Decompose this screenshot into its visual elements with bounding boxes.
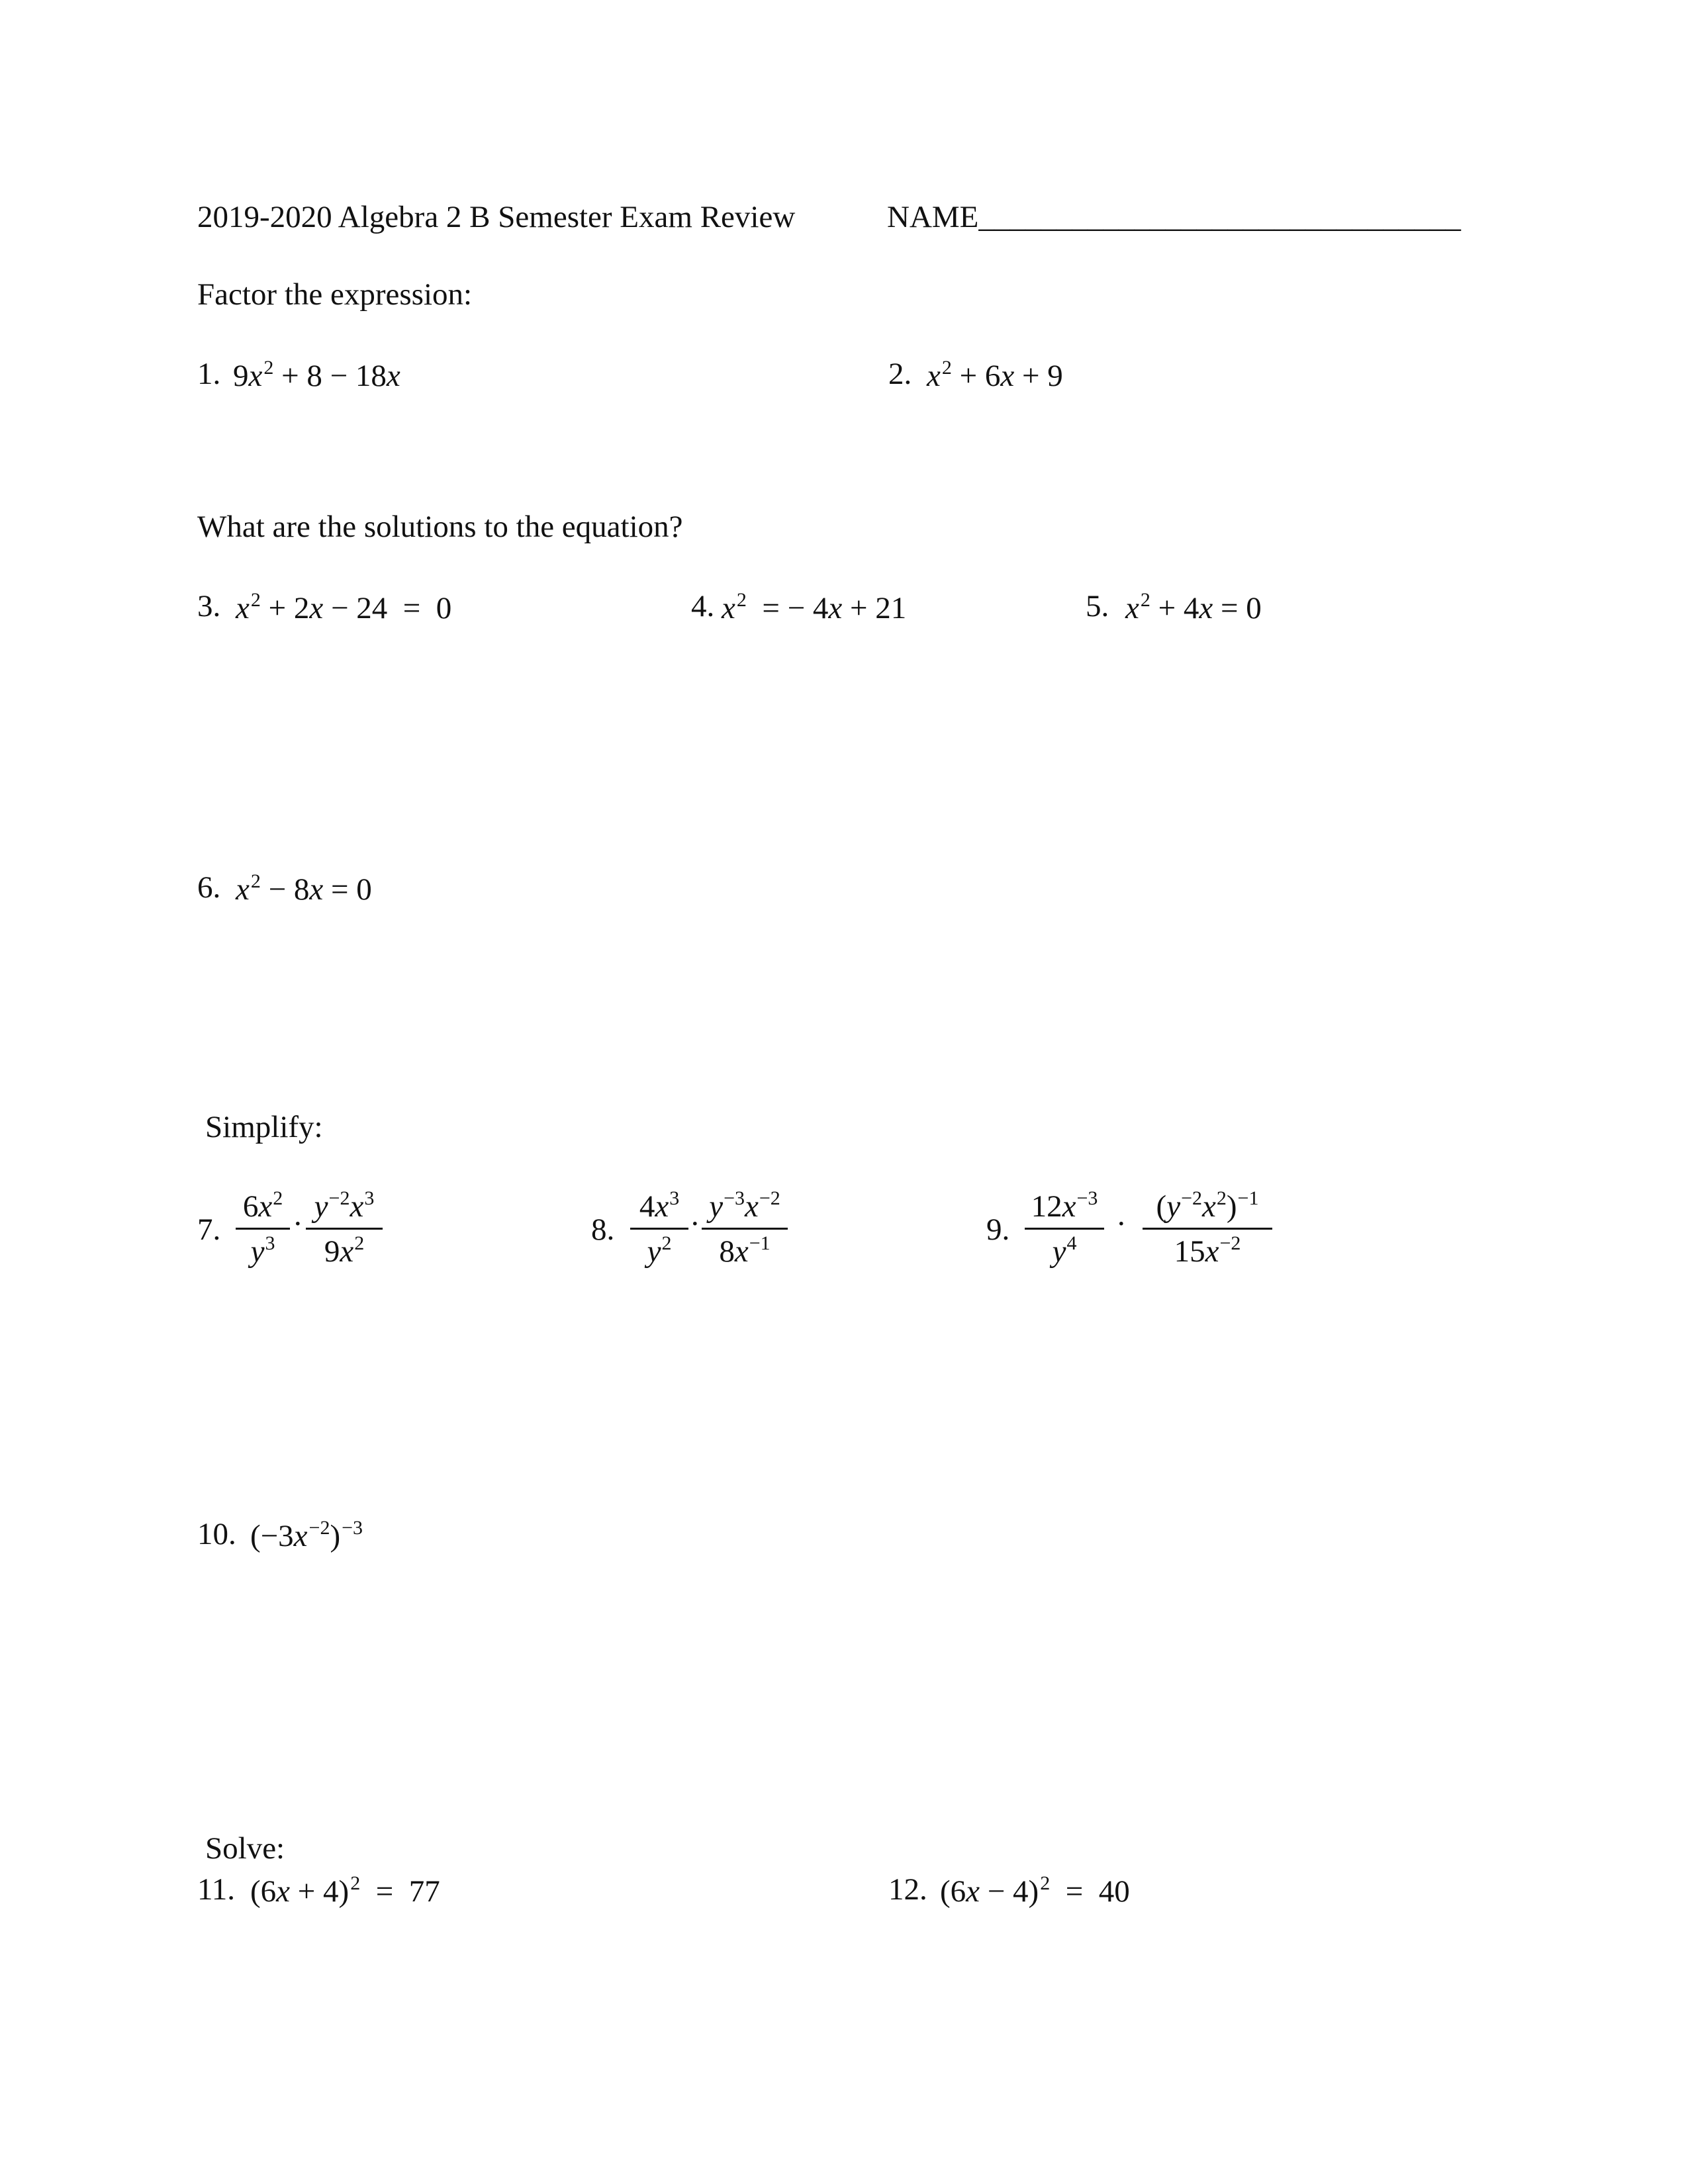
section-solve-heading: Solve: [205, 1831, 285, 1866]
problem-5-expression: $x^2 + 4x = 0$ [1125, 589, 1262, 625]
problem-6-number: 6. [197, 870, 221, 905]
problem-4-number: 4. [691, 589, 715, 623]
problem-1-number: 1. [197, 357, 221, 391]
section-solutions-heading: What are the solutions to the equation? [197, 510, 683, 544]
problem-8-fraction-a: $4x^3$ $y^2$ [630, 1191, 688, 1267]
problem-5-number: 5. [1086, 589, 1109, 623]
problem-7-multiply-dot: · [293, 1206, 303, 1241]
problem-7-number: 7. [197, 1212, 221, 1247]
problem-2-number: 2. [888, 357, 912, 391]
problem-10-expression: $(-3x^{-2})^{-3}$ [250, 1517, 363, 1553]
name-field[interactable]: NAME_______________________________ [887, 200, 1461, 234]
problem-3-expression: $x^2 + 2x - 24 = 0$ [236, 589, 452, 625]
problem-11-expression: $(6x + 4)^2 = 77$ [250, 1872, 440, 1909]
problem-8-number: 8. [591, 1212, 615, 1247]
problem-6-expression: $x^2 - 8x = 0$ [236, 870, 372, 907]
problem-9-multiply-dot: · [1116, 1206, 1127, 1241]
problem-4-expression: $x^2$ = − 4x + 21 [722, 589, 907, 625]
problem-12-number: 12. [888, 1872, 927, 1907]
problem-1-expression: $9x^2 + 8 - 18x$ [233, 357, 400, 393]
problem-9-fraction-b: $(y^{-2}x^2)^{-1}$ $15x^{-2}$ [1143, 1191, 1272, 1267]
problem-8-multiply-dot: · [690, 1206, 700, 1241]
problem-3-number: 3. [197, 589, 221, 623]
problem-11-number: 11. [197, 1872, 236, 1907]
problem-7-fraction-b: $y^{-2}x^3$ $9x^2$ [306, 1191, 383, 1267]
section-simplify-heading: Simplify: [205, 1110, 323, 1144]
problem-12-expression: $(6x - 4)^2 = 40$ [940, 1872, 1130, 1909]
problem-2-expression: $x^2 + 6x + 9$ [927, 357, 1063, 393]
section-factor-heading: Factor the expression: [197, 277, 473, 312]
problem-9-fraction-a: $12x^{-3}$ $y^4$ [1025, 1191, 1104, 1267]
problem-7-fraction-a: $6x^2$ $y^3$ [236, 1191, 290, 1267]
problem-9-number: 9. [986, 1212, 1010, 1247]
problem-8-fraction-b: $y^{-3}x^{-2}$ $8x^{-1}$ [702, 1191, 788, 1267]
problem-10-number: 10. [197, 1517, 236, 1551]
exam-title: 2019-2020 Algebra 2 B Semester Exam Review [197, 200, 796, 234]
